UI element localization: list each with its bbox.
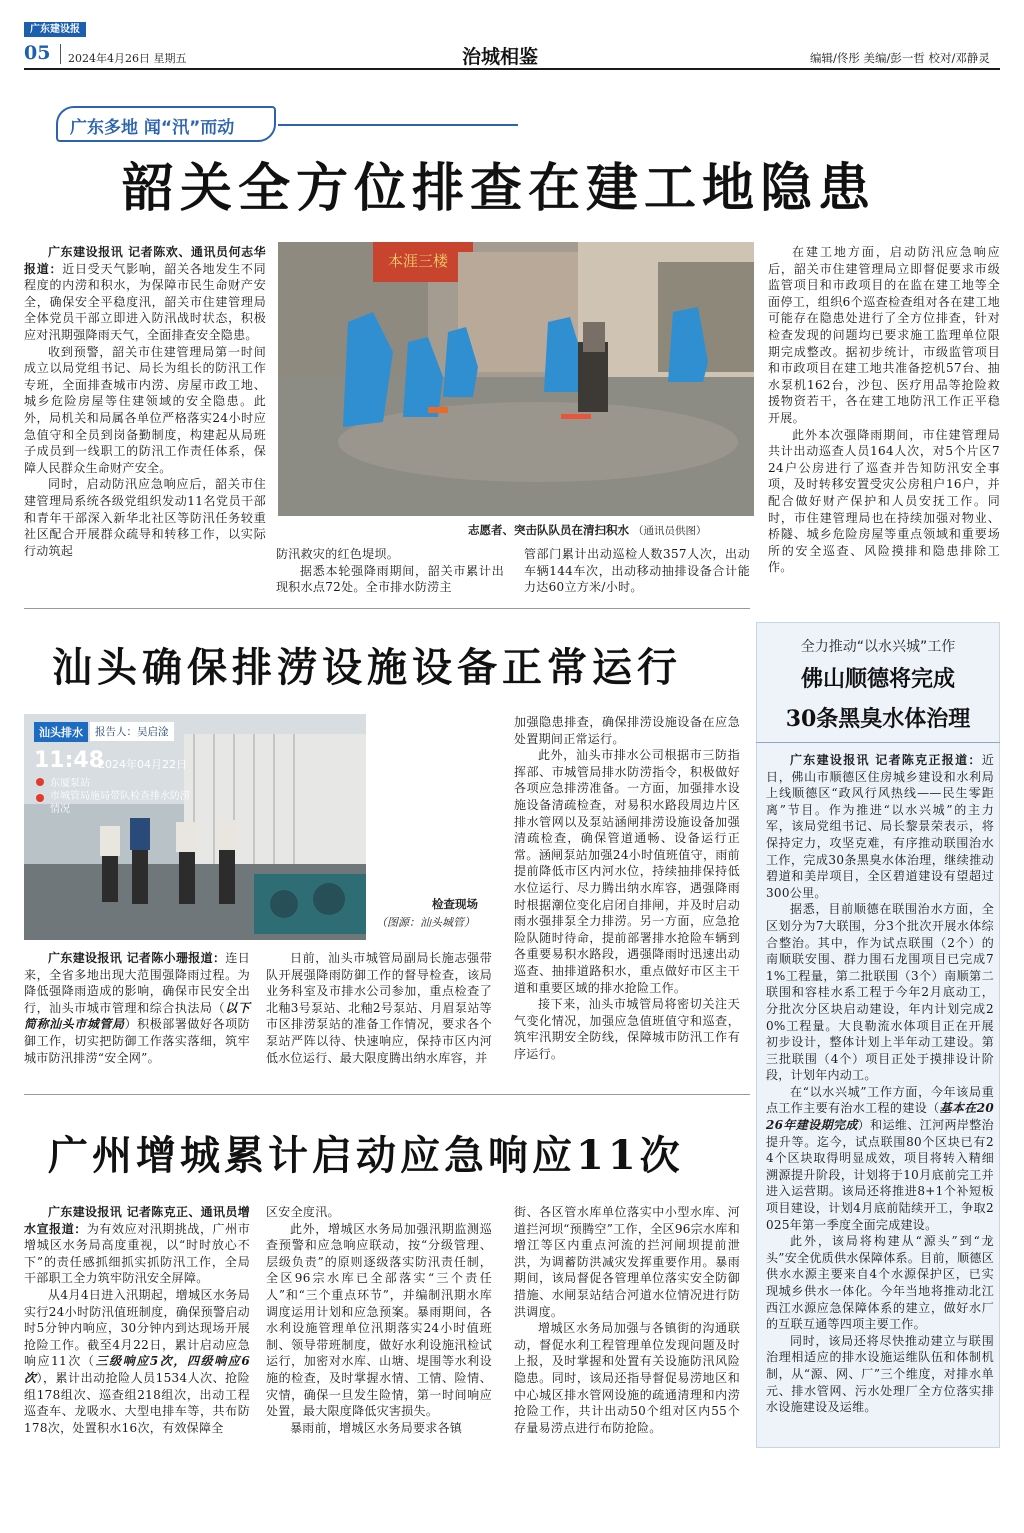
video-overlay-reporter: 报告人：吴启淦 [90,722,174,741]
article3-para3: 在“以水兴城”工作方面，今年该局重点工作主要有治水工程的建设（基本在2026年建设期完成）和运维、江河两岸整治提升等。迄今，试点联围80个区块已有24个区块取得明显成效，项目将转入精细溯源提升阶段，计划将于10月底前完工并进入运营期。该局还将推进8+1个补短板项目建设，计划4月底前陆续开工，争取2025年第一季度全面完成建设。 [766,1084,994,1232]
article1-photo [278,242,754,516]
section-title: 治城相鉴 [462,46,539,68]
article3-kicker: 全力推动“以水兴城”工作 [800,639,956,655]
article4-col3 [514,1204,740,1436]
article1-col1 [24,244,266,596]
page-number: 05 [24,42,51,64]
article2-col3 [514,714,740,1062]
article1-para4: 据悉本轮强降雨期间，韶关市累计出现积水点72处。全市排水防涝主 [276,563,504,595]
article4-headline: 广州增城累计启动应急响应11次 [48,1132,684,1179]
editor-credits: 编辑/佟彤 美编/彭一哲 校对/邓静灵 [810,51,990,65]
article4-para2: 从4月4日进入汛期起，增城区水务局实行24小时防汛值班制度，确保预警启动时5分钟内响应，30分钟内到达现场开展抢险工作。截至4月22日，累计启动应急响应11次（三级响应5次，四级响应6次），累计出动抢险人员1534人次、抢险组178组次、巡查组218组次，出动工程巡查车、龙吸水、大型电排车等，共布防178次，处置积水16次，有效保障全 [24,1287,250,1435]
article2-col2 [266,950,492,1066]
location-pin-icon [36,778,44,786]
article4-col1 [24,1204,250,1436]
video-overlay-loc1: 东厦泵站 [50,778,90,789]
volunteers-sweeping-water-image [278,242,754,516]
article2-para1: 广东建设报讯 记者陈小珊报道：连日来，全省多地出现大范围强降雨过程。为降低强降雨造成的影响，确保市民安全出行，汕头市城市管理和综合执法局（以下简称汕头市城管局）积极部署做好各项防御工作，切实把防御工作落实落细，筑牢城市防汛排涝“安全网”。 [24,951,250,1065]
article1-photo-caption: 志愿者、突击队队员在清扫积水 （通讯员供图） [468,523,707,537]
article2-col1 [24,950,250,1066]
location-pin-icon [36,794,44,802]
article2-para3: 此外，汕头市排水公司根据市三防指挥部、市城管局排水防涝指令，积极做好各项应急排涝准备。一方面，加强排水设施设备清疏检查，对易积水路段周边片区排水管网以及泵站涵闸排涝设施设备加强清疏检查，确保管道通畅、设备运行正常。涵闸泵站加强24小时值班值守，雨前提前降低市区内河水位，持续抽排保持低水位运行、尽力腾出纳水库容，遇强降雨时根据潮位变化启闭自排闸，并及时启动雨水强排泵全力排涝。另一方面，应急抢险队随时待命，提前部署排水抢险车辆到各重要易积水路段，遇强降雨时迅速出动巡查、抽排道路积水，重点做好市区主干道和重要区域的排水抢险工作。 [514,748,740,995]
article1-para1: 广东建设报讯 记者陈欢、通讯员何志华报道：近日受天气影响，韶关各地发生不同程度的内涝和积水，为保障市民生命财产安全，确保安全平稳度汛，韶关市住建管理局全体党员干部立即进入防汛战时状态，积极应对汛期强降雨天气，全面排查安全隐患。 [24,245,266,342]
header-divider-v [60,44,61,64]
masthead-logo: 广东建设报 [24,22,86,37]
article4-col2 [266,1204,492,1436]
article1-para4-cont: 管部门累计出动巡检人数357人次，出动车辆144车次，出动移动抽排设备合计能力达60立方米/小时。 [524,547,750,595]
article3-headline-line2: 30条黑臭水体治理 [785,706,971,732]
article3-para1: 广东建设报讯 记者陈克正报道：近日，佛山市顺德区住房城乡建设和水利局上线顺德区“政风行风热线——民生零距离”节目。作为推进“以水兴城”的主力军，该局党组书记、局长黎景荣表示，将保持定力，攻坚克难，有序推动联围治水工作，完成30条黑臭水体治理，继续推动碧道和美岸项目，全区碧道建设有望超过300公里。 [766,753,994,900]
article3-rule [756,742,1000,743]
article1-col4 [768,244,1000,604]
article4-para1: 广东建设报讯 记者陈克正、通讯员增水宣报道：为有效应对汛期挑战，广州市增城区水务局高度重视，以“时时放心不下”的责任感抓细抓实抓防汛工作，全局干部职工全力筑牢防汛安全屏障。 [24,1205,250,1286]
issue-date: 2024年4月26日 星期五 [68,52,187,65]
article2-photo-caption: 检查现场 [432,897,478,911]
article2-photo [24,714,366,940]
article2-headline: 汕头确保排涝设施设备正常运行 [52,644,682,691]
article1-para5: 在建工地方面，启动防汛应急响应后，韶关市住建管理局立即督促要求市级监管项目和市政项目的在监在建工地等全面停工，组织6个巡查检查组对各在建工地可能存在隐患处进行了全方位排查，针对检查发现的问题均已要求施工监理单位限期完成整改。据初步统计，市级监管项目和市政项目在建工地共准备挖机57台、抽水泵机162台，沙包、医疗用品等抢险救援物资若干，各在建工地防汛工作正平稳开展。 [768,245,1000,425]
article2-para2: 日前，汕头市城管局副局长施志强带队开展强降雨防御工作的督导检查，该局业务科室及市排水公司参加，重点检查了北釉3号泵站、北釉2号泵站、月眉泵站等市区排涝泵站的准备工作情况，要求各个泵站严阵以待、快速响应，保持市区内河低水位运行、最大限度腾出纳水库容，并 [266,951,492,1065]
article1-headline: 韶关全方位排查在建工地隐患 [122,158,877,219]
article1-para2: 收到预警，韶关市住建管理局第一时间成立以局党组书记、局长为组长的防汛工作专班，全面排查城市内涝、房屋市政工地、城乡危险房屋等住建领域的安全隐患。此外，局机关和局属各单位严格落实24小时应急值守和全员到岗备勤制度，构建起从局班子成员到一线职工的防汛工作责任体系，保障人民群众生命财产安全。 [24,344,266,475]
article2-photo-credit: （图源：汕头城管） [376,916,475,929]
article4-para2-cont: 区安全度汛。 [266,1205,340,1219]
article1-para6: 此外本次强降雨期间，市住建管理局共计出动巡查人员164人次，对5个片区724户公房进行了巡查并告知防汛安全事项，及时转移安置受灾公房租户16户，并配合做好财产保护和人员安抚工作。同时，市住建管理局也在持续加强对物业、桥隧、城乡危险房屋等重点领域和重要场所的安全巡查、风险摸排和隐患排除工作。 [768,427,1000,575]
topic-kicker-line [278,124,518,126]
section-divider [24,1094,750,1095]
article3-para2: 据悉，目前顺德在联围治水方面，全区划分为7大联围，分3个批次开展水体综合整治。其中，作为试点联围（2个）的南顺联安围、群力围石龙围项目已完成71%工程量，第二批联围（3个）南顺第二联围和容桂水系工程于今年2月底动工，分批次分区块启动建设，年内计划完成20%工程量。大良勒流水体项目正在开展初步设计，整体计划上半年动工建设。第三批联围（4个）项目正处于摸排设计阶段，计划年内动工。 [766,902,994,1083]
header-rule [24,68,1000,70]
article1-para3: 同时，启动防汛应急响应后，韶关市住建管理局系统各级党组织发动11名党员干部和青年干部深入新华北社区等防汛任务较重社区配合开展群众疏导和转移工作，以实际行动筑起 [24,477,266,558]
video-overlay-time: 11:48 [34,748,105,773]
article3-body [766,752,994,1416]
article2-para4: 接下来，汕头市城管局将密切关注天气变化情况，加强应急值班值守和巡查，筑牢汛期安全防线，保障城市防汛工作有序运行。 [514,997,740,1061]
article1-col3 [524,546,750,596]
article3-headline-line1: 佛山顺德将完成 [800,666,955,692]
article4-para5: 增城区水务局加强与各镇街的沟通联动，督促水利工程管理单位发现问题及时上报，及时掌握和处置有关设施防汛风险隐患。同时，该局还指导督促易涝地区和中心城区排水管网设施的疏通清理和内涝抢险工作，共计出动50个组对区内55个存量易涝点进行布防抢险。 [514,1321,740,1435]
article3-para5: 同时，该局还将尽快推动建立与联围治理相适应的排水设施运维队伍和体制机制，从“源、网、厂”三个维度，对排水单元、排水管网、污水处理厂全方位落实排水设施建设及运维。 [766,1333,994,1415]
article3-para4: 此外，该局将构建从“源头”到“龙头”安全优质供水保障体系。目前，顺德区供水水源主要来自4个水源保护区，已实现城乡供水一体化。今年当地将推动北江西江水源应急保障体系的建立，做好水厂的互联互通等四项主要工作。 [766,1234,994,1332]
topic-kicker-text: 广东多地 闻“汛”而动 [70,118,235,138]
article1-para3-cont: 防汛救灾的红色堤坝。 [276,547,400,561]
article4-para3: 此外，增城区水务局加强汛期监测巡查预警和应急响应联动，按“分级管理、层级负责”的原则逐级落实防汛责任制，全区96宗水库已全部落实“三个责任人”和“三个重点环节”，并编制汛期水库调度运用计划和应急预案。暴雨期间，各水利设施管理单位汛期落实24小时值班制、领导带班制度，做好水利设施汛检试运行，加密对水库、山塘、堤围等水利设施的检查，及时掌握水情、工情、险情、灾情，确保一旦发生险情，第一时间响应处置，最大限度降低灾害损失。 [266,1221,492,1419]
article2-para2-cont: 加强隐患排查，确保排涝设施设备在应急处置期间正常运行。 [514,715,740,746]
video-overlay-tag: 汕头排水 [34,722,88,742]
article1-col2 [276,546,504,596]
article4-para4-cont: 街、各区管水库单位落实中小型水库、河道拦河坝“预腾空”工作，全区96宗水库和增江等区内重点河流的拦河闸坝提前泄洪，为调蓄防洪减灾发挥重要作用。暴雨期间，该局督促各管理单位落实安全防御措施、水闸泵站结合河道水位情况进行防洪调度。 [514,1205,740,1319]
svg-text:本涯三楼: 本涯三楼 [388,252,449,270]
video-overlay-date: 2024年04月22日 [98,758,187,771]
article4-para4: 暴雨前，增城区水务局要求各镇 [290,1420,463,1435]
section-divider [24,608,750,609]
video-overlay-loc2: 市城管局施局带队检查排水防涝情况 [50,791,190,815]
